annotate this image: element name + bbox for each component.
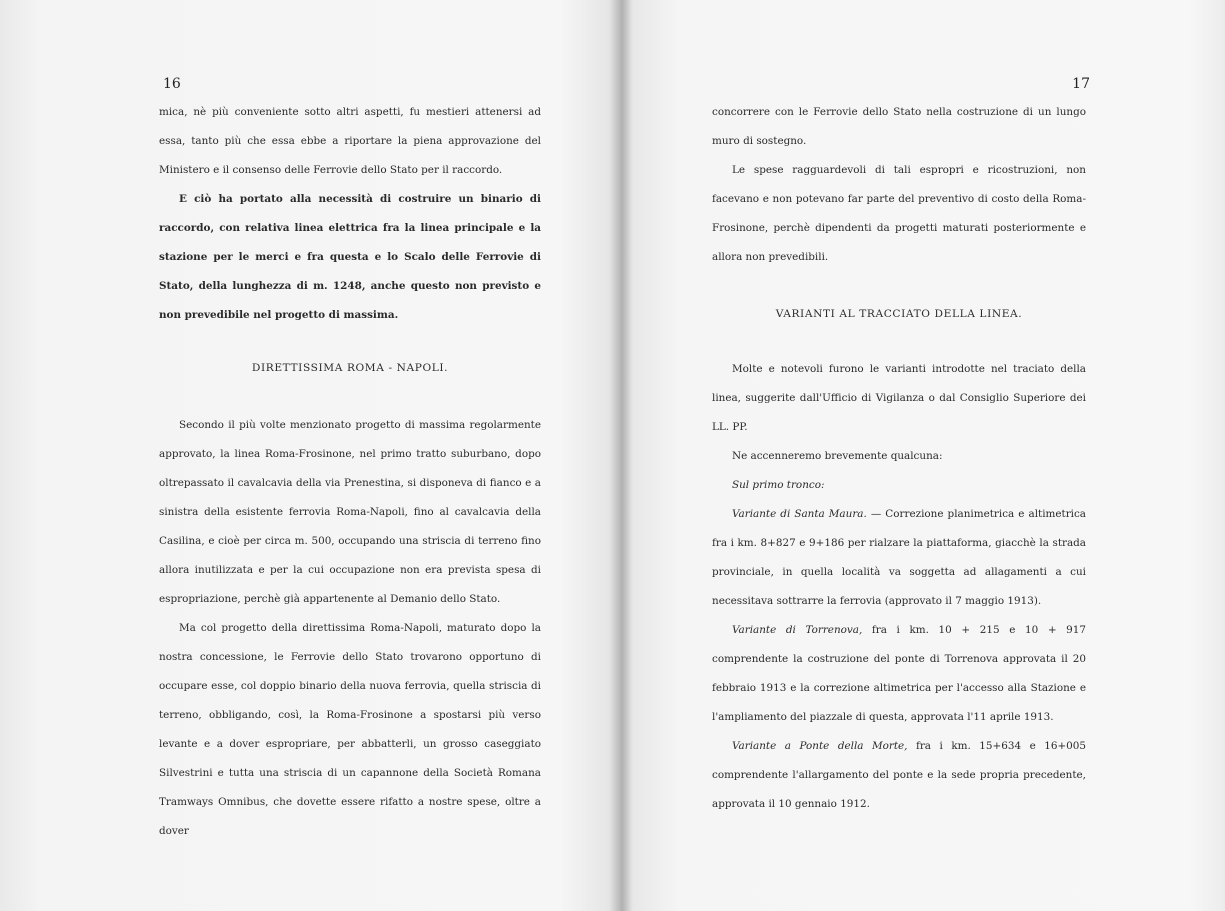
variant-text: — Correzione planimetrica e altimetrica fra i km. 8+827 e 9+186 per rialzare la piattaforma, giacchè la strada provinciale, in quella località va soggetta ad allagamenti a cui necessitava sottrarre la ferrovia (approvato il 7 maggio 1913).	[712, 508, 1086, 607]
text-column	[159, 98, 541, 846]
variant-title: Variante di Santa Maura.	[732, 508, 867, 520]
paragraph: Molte e notevoli furono le varianti introdotte nel traciato della linea, suggerite dall'Ufficio di Vigilanza o dal Consiglio Superiore dei LL. PP.	[712, 363, 1086, 433]
paragraph: Secondo il più volte menzionato progetto di massima regolarmente approvato, la linea Roma-Frosinone, nel primo tratto suburbano, dopo oltrepassato il cavalcavia della via Prenestina, si disponeva di fianco e a sinistra della esistente ferrovia Roma-Napoli, fino al cavalcavia della Casilina, e cioè per circa m. 500, occupando una striscia di terreno fino allora inutilizzata e per la cui occupazione non era prevista spesa di espropriazione, perchè già appartenente al Demanio dello Stato.	[159, 419, 541, 605]
subheading	[712, 471, 1086, 500]
page-number: 17	[1072, 76, 1090, 92]
paragraph: concorrere con le Ferrovie dello Stato nella costruzione di un lungo muro di sostegno.	[712, 106, 1086, 147]
book-gutter	[610, 0, 632, 911]
variant-text: fra i km. 10 + 215 e 10 + 917 comprendente la costruzione del ponte di Torrenova approvata il 20 febbraio 1913 e la correzione altimetrica per l'accesso alla Stazione e l'ampliamento del piazzale di questa, approvata l'11 aprile 1913.	[712, 624, 1087, 723]
right-page	[630, 0, 1225, 911]
variant-title: Variante di Torrenova,	[732, 624, 863, 636]
paragraph: mica, nè più conveniente sotto altri aspetti, fu mestieri attenersi ad essa, tanto più che essa ebbe a riportare la piena approvazione del Ministero e il consenso delle Ferrovie dello Stato per il raccordo.	[159, 106, 541, 176]
text-column	[712, 98, 1086, 819]
paragraph: Ne accenneremo brevemente qualcuna:	[732, 450, 943, 462]
section-heading: DIRETTISSIMA ROMA - NAPOLI.	[251, 362, 449, 374]
paragraph: Ma col progetto della direttissima Roma-Napoli, maturato dopo la nostra concessione, le Ferrovie dello Stato trovarono opportuno di occupare esse, col doppio binario della nuova ferrovia, quella striscia di terreno, obbligando, così, la Roma-Frosinone a spostarsi più verso levante e a dover espropriare, per abbatterli, un grosso caseggiato Silvestrini e tutta una striscia di un capannone della Società Romana Tramways Omnibus, che dovette essere rifatto a nostre spese, oltre a dover	[159, 622, 541, 837]
variant-paragraph	[712, 732, 1086, 819]
left-page	[0, 0, 612, 911]
variant-title: Variante a Ponte della Morte,	[732, 740, 908, 752]
variant-paragraph	[712, 616, 1086, 732]
subheading-text: Sul primo tronco:	[732, 479, 825, 491]
variant-text: fra i km. 15+634 e 16+005 comprendente l'allargamento del ponte e la sede propria precedente, approvata il 10 gennaio 1912.	[712, 740, 1086, 810]
page-number: 16	[163, 76, 181, 92]
paragraph: Le spese ragguardevoli di tali espropri e ricostruzioni, non facevano e non potevano far parte del preventivo di costo della Roma-Frosinone, perchè dipendenti da progetti maturati posteriormente e allora non prevedibili.	[712, 164, 1086, 263]
section-heading: VARIANTI AL TRACCIATO DELLA LINEA.	[775, 308, 1023, 320]
variant-paragraph	[712, 500, 1086, 616]
paragraph: E ciò ha portato alla necessità di costruire un binario di raccordo, con relativa linea elettrica fra la linea principale e la stazione per le merci e fra questa e lo Scalo delle Ferrovie di Stato, della lunghezza di m. 1248, anche questo non previsto e non prevedibile nel progetto di massima.	[159, 193, 541, 321]
